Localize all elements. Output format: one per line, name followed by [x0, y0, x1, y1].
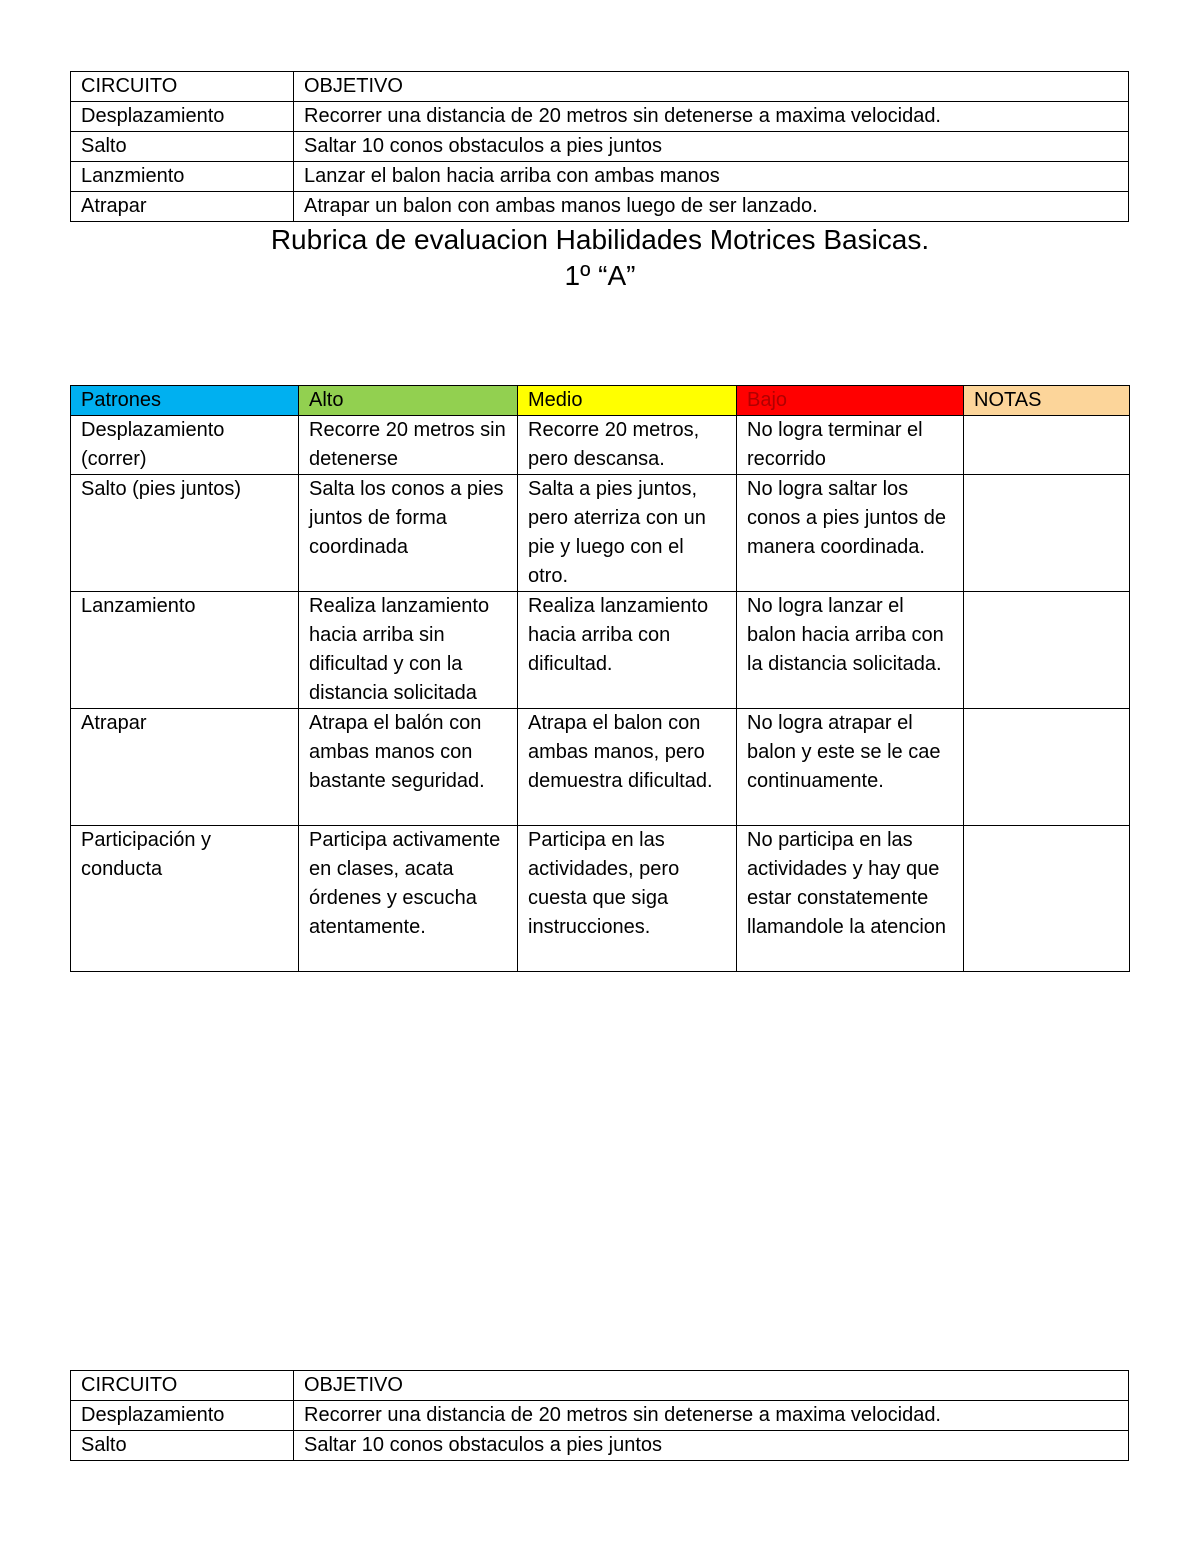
circuit-table-top	[70, 71, 1129, 222]
rubric-cell-notas	[964, 475, 1130, 592]
rubric-cell-patron: Participación y conducta	[71, 826, 299, 972]
rubric-cell-bajo: No logra lanzar el balon hacia arriba con la distancia solicitada.	[737, 592, 964, 709]
rubric-row	[71, 592, 1130, 709]
circuit-cell-objective: Atrapar un balon con ambas manos luego de ser lanzado.	[294, 192, 1129, 222]
title-line-1: Rubrica de evaluacion Habilidades Motrices Basicas.	[270, 224, 930, 255]
rubric-header-notas: NOTAS	[964, 386, 1130, 416]
rubric-cell-notas	[964, 826, 1130, 972]
circuit-header-objetivo: OBJETIVO	[294, 72, 1129, 102]
rubric-header-patrones: Patrones	[71, 386, 299, 416]
circuit-header-row	[71, 1371, 1129, 1401]
rubric-header-medio: Medio	[518, 386, 737, 416]
rubric-cell-medio: Participa en las actividades, pero cuesta que siga instrucciones.	[518, 826, 737, 972]
rubric-row	[71, 709, 1130, 826]
circuit-header-objetivo: OBJETIVO	[294, 1371, 1129, 1401]
rubric-cell-alto: Salta los conos a pies juntos de forma coordinada	[299, 475, 518, 592]
rubric-cell-patron: Desplazamiento (correr)	[71, 416, 299, 475]
rubric-cell-medio: Realiza lanzamiento hacia arriba con dificultad.	[518, 592, 737, 709]
circuit-header-row	[71, 72, 1129, 102]
rubric-cell-patron: Lanzamiento	[71, 592, 299, 709]
circuit-row	[71, 1431, 1129, 1461]
circuit-cell-name: Salto	[71, 1431, 294, 1461]
circuit-cell-name: Desplazamiento	[71, 1401, 294, 1431]
circuit-row	[71, 132, 1129, 162]
circuit-cell-objective: Recorrer una distancia de 20 metros sin detenerse a maxima velocidad.	[294, 102, 1129, 132]
rubric-cell-notas	[964, 592, 1130, 709]
rubric-header-row	[71, 386, 1130, 416]
rubric-row	[71, 475, 1130, 592]
rubric-cell-notas	[964, 709, 1130, 826]
rubric-header-alto: Alto	[299, 386, 518, 416]
rubric-table	[70, 385, 1130, 972]
rubric-cell-alto: Participa activamente en clases, acata órdenes y escucha atentamente.	[299, 826, 518, 972]
circuit-table-bottom	[70, 1370, 1129, 1461]
rubric-cell-medio: Recorre 20 metros, pero descansa.	[518, 416, 737, 475]
rubric-cell-alto: Realiza lanzamiento hacia arriba sin dificultad y con la distancia solicitada	[299, 592, 518, 709]
rubric-row	[71, 826, 1130, 972]
rubric-cell-notas	[964, 416, 1130, 475]
circuit-row	[71, 1401, 1129, 1431]
rubric-header-bajo: Bajo	[737, 386, 964, 416]
circuit-header-circuito: CIRCUITO	[71, 1371, 294, 1401]
rubric-cell-bajo: No logra saltar los conos a pies juntos de manera coordinada.	[737, 475, 964, 592]
circuit-cell-objective: Saltar 10 conos obstaculos a pies juntos	[294, 1431, 1129, 1461]
rubric-cell-medio: Atrapa el balon con ambas manos, pero demuestra dificultad.	[518, 709, 737, 826]
rubric-cell-medio: Salta a pies juntos, pero aterriza con un pie y luego con el otro.	[518, 475, 737, 592]
rubric-cell-patron: Atrapar	[71, 709, 299, 826]
circuit-cell-name: Lanzmiento	[71, 162, 294, 192]
circuit-cell-name: Atrapar	[71, 192, 294, 222]
circuit-cell-name: Desplazamiento	[71, 102, 294, 132]
circuit-row	[71, 192, 1129, 222]
title-line-2: 1º “A”	[564, 260, 636, 291]
circuit-cell-objective: Saltar 10 conos obstaculos a pies juntos	[294, 132, 1129, 162]
circuit-cell-name: Salto	[71, 132, 294, 162]
rubric-cell-patron: Salto (pies juntos)	[71, 475, 299, 592]
rubric-cell-bajo: No logra atrapar el balon y este se le cae continuamente.	[737, 709, 964, 826]
circuit-cell-objective: Recorrer una distancia de 20 metros sin detenerse a maxima velocidad.	[294, 1401, 1129, 1431]
rubric-cell-alto: Recorre 20 metros sin detenerse	[299, 416, 518, 475]
circuit-header-circuito: CIRCUITO	[71, 72, 294, 102]
rubric-cell-bajo: No participa en las actividades y hay que estar constatemente llamandole la atencion	[737, 826, 964, 972]
circuit-cell-objective: Lanzar el balon hacia arriba con ambas manos	[294, 162, 1129, 192]
rubric-row	[71, 416, 1130, 475]
rubric-cell-bajo: No logra terminar el recorrido	[737, 416, 964, 475]
rubric-cell-alto: Atrapa el balón con ambas manos con bastante seguridad.	[299, 709, 518, 826]
circuit-row	[71, 162, 1129, 192]
document-title	[0, 222, 1200, 294]
circuit-row	[71, 102, 1129, 132]
